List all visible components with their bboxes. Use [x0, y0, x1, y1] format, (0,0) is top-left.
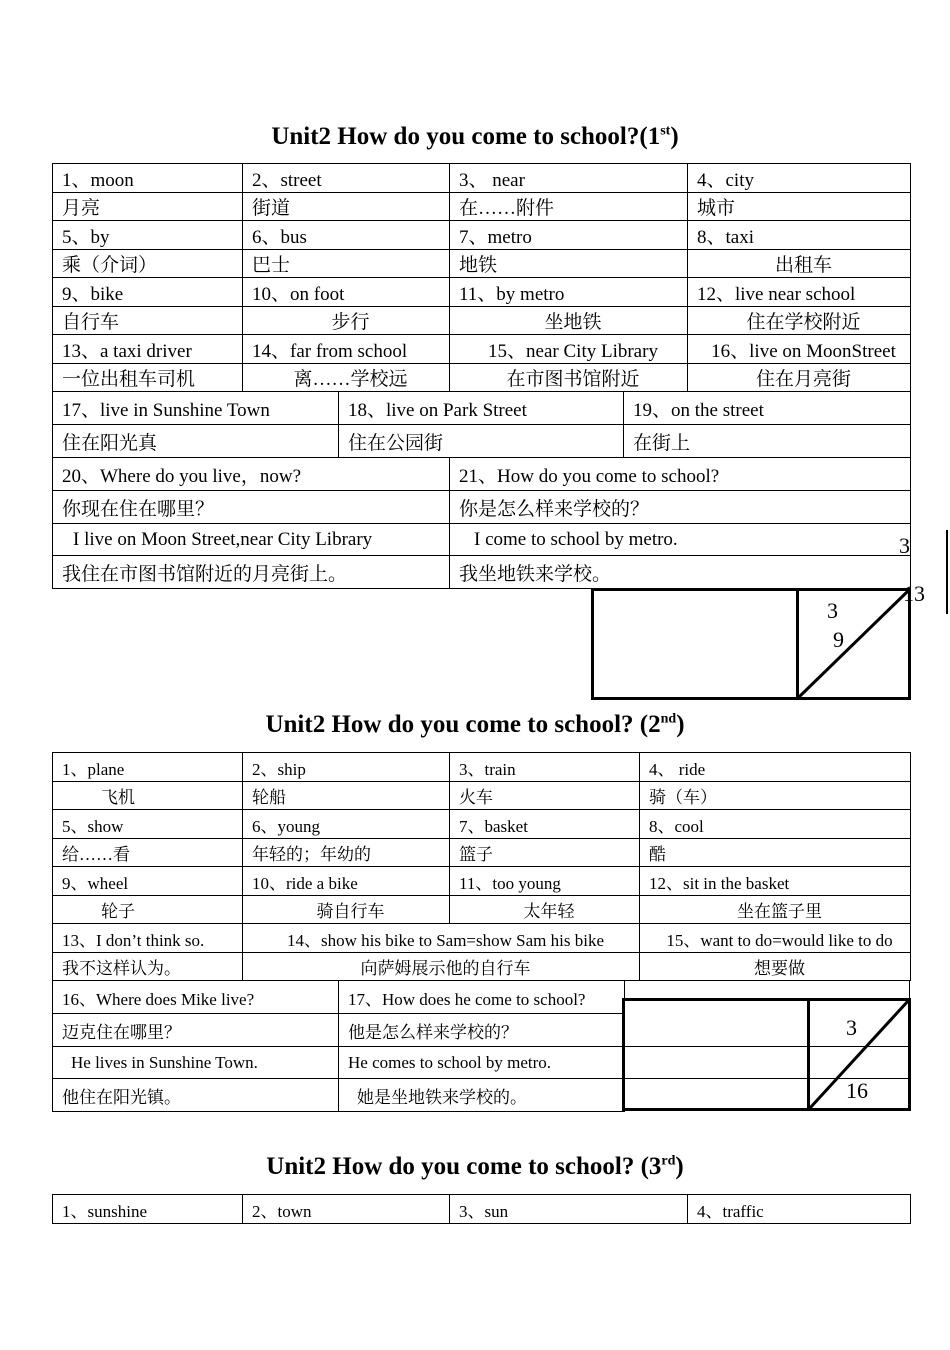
- table-cell: 5、show: [53, 810, 243, 839]
- table-cell: I come to school by metro.: [450, 524, 911, 556]
- table-cell: 在街上: [624, 425, 911, 458]
- table-row: [53, 896, 911, 924]
- table-row: [53, 981, 625, 1014]
- table-row: [53, 193, 911, 221]
- table-cell: 想要做: [640, 953, 911, 981]
- table-cell: 轮子: [53, 896, 243, 924]
- table-cell: 2、street: [243, 164, 450, 193]
- table-row: [53, 221, 911, 250]
- table-row: [53, 425, 911, 458]
- table-row: [53, 924, 911, 953]
- table-cell: 16、live on MoonStreet: [688, 335, 911, 364]
- unit2-score-bottom: 16: [846, 1078, 868, 1103]
- table-cell: 6、bus: [243, 221, 450, 250]
- table-cell: 18、live on Park Street: [339, 392, 624, 425]
- table-cell: 2、town: [243, 1195, 450, 1224]
- table-cell: 轮船: [243, 782, 450, 810]
- table-cell: 3、 near: [450, 164, 688, 193]
- unit2-title: Unit2 How do you come to school? (2nd): [265, 711, 685, 738]
- table-cell: 迈克住在哪里？: [53, 1014, 339, 1047]
- table-cell: 步行: [243, 307, 450, 335]
- unit1-phrase-table: [52, 391, 911, 458]
- table-cell: 1、plane: [53, 753, 243, 782]
- table-row: [53, 335, 911, 364]
- table-row: [53, 250, 911, 278]
- unit3-title: Unit2 How do you come to school? (3rd): [266, 1153, 684, 1180]
- table-cell: 他住在阳光镇。: [53, 1079, 339, 1112]
- table-cell: 11、by metro: [450, 278, 688, 307]
- table-cell: 7、basket: [450, 810, 640, 839]
- table-cell: He lives in Sunshine Town.: [53, 1047, 339, 1079]
- table-cell: 10、ride a bike: [243, 867, 450, 896]
- table-row: [53, 1195, 911, 1224]
- table-row: [53, 364, 911, 392]
- table-cell: 12、sit in the basket: [640, 867, 911, 896]
- table-row: [53, 1047, 625, 1079]
- table-cell: 向萨姆展示他的自行车: [243, 953, 640, 981]
- table-cell: 一位出租车司机: [53, 364, 243, 392]
- table-cell: 12、live near school: [688, 278, 911, 307]
- table-cell: 离……学校远: [243, 364, 450, 392]
- table-cell: 20、Where do you live，now?: [53, 458, 450, 491]
- unit1-score-top: 3: [827, 598, 838, 623]
- table-cell: 街道: [243, 193, 450, 221]
- table-cell: 乘（介词）: [53, 250, 243, 278]
- unit1-score-bottom: 9: [833, 627, 844, 652]
- table-cell: 15、near City Library: [450, 335, 688, 364]
- unit2-score-top: 3: [846, 1015, 857, 1040]
- unit2-vocab-table-2: [52, 923, 911, 981]
- margin-line: [946, 530, 948, 614]
- table-cell: 她是坐地铁来学校的。: [339, 1079, 625, 1112]
- table-row: [53, 953, 911, 981]
- table-cell: 住在学校附近: [688, 307, 911, 335]
- table-cell: 4、city: [688, 164, 911, 193]
- table-cell: 住在公园街: [339, 425, 624, 458]
- table-cell: 你现在住在哪里？: [53, 491, 450, 524]
- table-cell: 巴士: [243, 250, 450, 278]
- table-cell: 13、I don’t think so.: [53, 924, 243, 953]
- table-cell: 8、cool: [640, 810, 911, 839]
- table-cell: 住在阳光真: [53, 425, 339, 458]
- table-cell: 骑自行车: [243, 896, 450, 924]
- table-row: [53, 1014, 625, 1047]
- table-cell: 3、sun: [450, 1195, 688, 1224]
- table-cell: 8、taxi: [688, 221, 911, 250]
- unit2-sentence-table: [52, 980, 625, 1112]
- unit3-vocab-table: [52, 1194, 911, 1224]
- table-cell: 21、How do you come to school?: [450, 458, 911, 491]
- table-row: [53, 164, 911, 193]
- table-cell: 出租车: [688, 250, 911, 278]
- table-cell: 10、on foot: [243, 278, 450, 307]
- unit1-vocab-table: [52, 163, 911, 392]
- unit1-title: Unit2 How do you come to school?(1st): [271, 123, 679, 150]
- margin-number: 3: [899, 533, 910, 558]
- table-row: [53, 491, 911, 524]
- table-cell: 5、by: [53, 221, 243, 250]
- table-cell: 我不这样认为。: [53, 953, 243, 981]
- table-cell: 1、moon: [53, 164, 243, 193]
- table-cell: 7、metro: [450, 221, 688, 250]
- table-cell: 9、bike: [53, 278, 243, 307]
- table-cell: 16、Where does Mike live?: [53, 981, 339, 1014]
- table-cell: 他是怎么样来学校的？: [339, 1014, 625, 1047]
- table-cell: 3、train: [450, 753, 640, 782]
- table-row: [53, 867, 911, 896]
- table-cell: 给……看: [53, 839, 243, 867]
- table-cell: 你是怎么样来学校的？: [450, 491, 911, 524]
- table-cell: 我坐地铁来学校。: [450, 556, 911, 589]
- table-cell: 太年轻: [450, 896, 640, 924]
- table-cell: 坐在篮子里: [640, 896, 911, 924]
- table-row: [53, 1079, 625, 1112]
- unit2-vocab-table: [52, 752, 911, 924]
- table-cell: 住在月亮街: [688, 364, 911, 392]
- table-cell: 月亮: [53, 193, 243, 221]
- table-cell: 骑（车）: [640, 782, 911, 810]
- table-row: [53, 307, 911, 335]
- table-cell: 14、far from school: [243, 335, 450, 364]
- table-cell: 在……附件: [450, 193, 688, 221]
- table-cell: 在市图书馆附近: [450, 364, 688, 392]
- table-cell: 年轻的；年幼的: [243, 839, 450, 867]
- table-cell: 自行车: [53, 307, 243, 335]
- table-cell: 4、 ride: [640, 753, 911, 782]
- table-cell: 城市: [688, 193, 911, 221]
- table-cell: 11、too young: [450, 867, 640, 896]
- table-cell: 17、live in Sunshine Town: [53, 392, 339, 425]
- table-cell: 篮子: [450, 839, 640, 867]
- table-cell: 1、sunshine: [53, 1195, 243, 1224]
- table-cell: 13、a taxi driver: [53, 335, 243, 364]
- table-cell: I live on Moon Street,near City Library: [53, 524, 450, 556]
- table-cell: 酷: [640, 839, 911, 867]
- table-row: [53, 524, 911, 556]
- table-row: [53, 458, 911, 491]
- table-cell: 6、young: [243, 810, 450, 839]
- table-cell: 14、show his bike to Sam=show Sam his bike: [243, 924, 640, 953]
- table-cell: 17、How does he come to school?: [339, 981, 625, 1014]
- table-row: [53, 782, 911, 810]
- table-row: [53, 810, 911, 839]
- table-cell: 坐地铁: [450, 307, 688, 335]
- table-cell: 2、ship: [243, 753, 450, 782]
- table-row: [53, 839, 911, 867]
- unit1-score-slash: [796, 588, 911, 700]
- table-cell: 我住在市图书馆附近的月亮街上。: [53, 556, 450, 589]
- table-row: [53, 392, 911, 425]
- table-cell: 地铁: [450, 250, 688, 278]
- table-row: [53, 556, 911, 589]
- margin-number: 13: [903, 581, 925, 606]
- unit1-sentence-table: [52, 457, 911, 589]
- table-cell: 4、traffic: [688, 1195, 911, 1224]
- table-cell: 飞机: [53, 782, 243, 810]
- table-cell: 9、wheel: [53, 867, 243, 896]
- table-row: [53, 753, 911, 782]
- table-row: [53, 278, 911, 307]
- table-cell: 19、on the street: [624, 392, 911, 425]
- table-cell: 火车: [450, 782, 640, 810]
- table-cell: 15、want to do=would like to do: [640, 924, 911, 953]
- table-cell: He comes to school by metro.: [339, 1047, 625, 1079]
